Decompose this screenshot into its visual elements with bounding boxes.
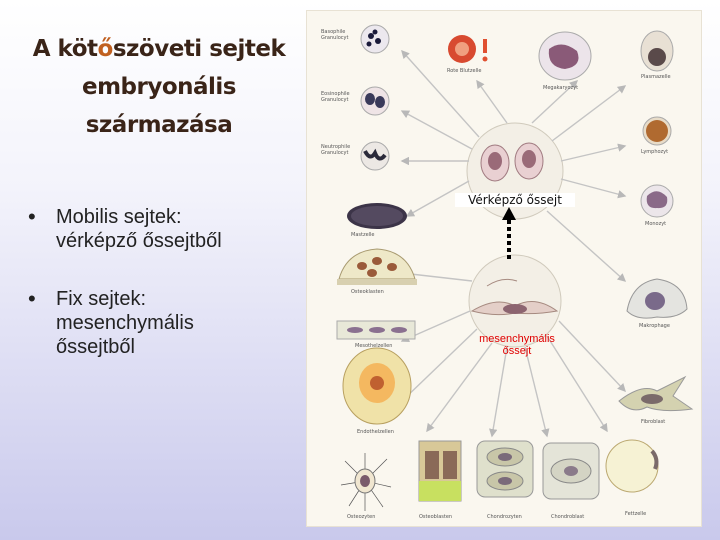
label-neutrophil: Neutrophile Granulocyt: [321, 144, 351, 156]
title-line-2: embryonális: [81, 74, 237, 100]
title-line-3: származása: [85, 112, 233, 138]
cell-illustrations: [307, 11, 701, 526]
label-mast-cell: Mastzelle: [351, 232, 375, 238]
label-osteoclast: Osteoklasten: [351, 289, 384, 295]
osteocyte-cell: [341, 453, 391, 511]
label-mesothelium: Mesothelzellen: [355, 343, 393, 349]
fat-cell: [606, 440, 658, 492]
label-endothelium: Endothelzellen: [357, 429, 394, 435]
chondrocyte-cells: [477, 441, 533, 497]
bullet-list: [28, 205, 298, 393]
label-fibroblast: Fibroblast: [641, 419, 666, 425]
slide-title: [14, 30, 304, 144]
cell-lineage-figure: [306, 10, 702, 527]
megakaryocyte-cell: [539, 32, 591, 80]
label-chondrocyte: Chondrozyten: [487, 514, 522, 520]
mesenchymal-stem-cell-label: mesenchymális őssejt: [479, 333, 555, 357]
neutrophil-cell: [361, 142, 389, 170]
chondroblast-cells: [543, 443, 599, 499]
label-lymphocyte: Lymphozyt: [641, 149, 669, 155]
eosinophil-cell: [361, 87, 389, 115]
label-red-cell: Rote Blutzelle: [447, 68, 482, 74]
plasma-cell: [641, 31, 673, 71]
mesothelium-cells: [337, 321, 415, 339]
label-eosinophil: Eosinophile Granulocyt: [321, 91, 350, 103]
bullet-mobile-cells: • Mobilis sejtek: vérképző őssejtből: [28, 205, 298, 253]
label-fat-cell: Fettzelle: [625, 511, 647, 517]
red-blood-cell: [448, 35, 488, 63]
hematopoietic-stem-cell-label: Vérképző őssejt: [455, 193, 575, 207]
label-monocyte: Monozyt: [645, 221, 667, 227]
basophil-cell: [361, 25, 389, 53]
endothelium-cell: [343, 348, 411, 424]
label-megakaryocyte: Megakaryozyt: [543, 85, 579, 91]
label-osteocyte: Osteozyten: [347, 514, 376, 520]
label-basophil: Basophile Granulocyt: [321, 29, 349, 41]
osteoclast-cell: [337, 249, 417, 285]
bullet-fixed-cells: • Fix sejtek: mesenchymális őssejtből: [28, 287, 298, 359]
label-chondroblast: Chondroblast: [551, 514, 585, 520]
macrophage-cell: [627, 279, 687, 318]
label-osteoblast: Osteoblasten: [419, 514, 453, 520]
fibroblast-cell: [619, 377, 692, 411]
title-line-1: A kötőszöveti sejtek: [32, 36, 286, 62]
monocyte-cell: [641, 185, 673, 217]
osteoblast-cells: [419, 441, 461, 501]
lineage-arrows: [402, 51, 625, 436]
label-plasma-cell: Plasmazelle: [641, 74, 671, 80]
label-macrophage: Makrophage: [639, 323, 670, 329]
lymphocyte-cell: [643, 117, 671, 145]
mast-cell: [347, 203, 407, 229]
